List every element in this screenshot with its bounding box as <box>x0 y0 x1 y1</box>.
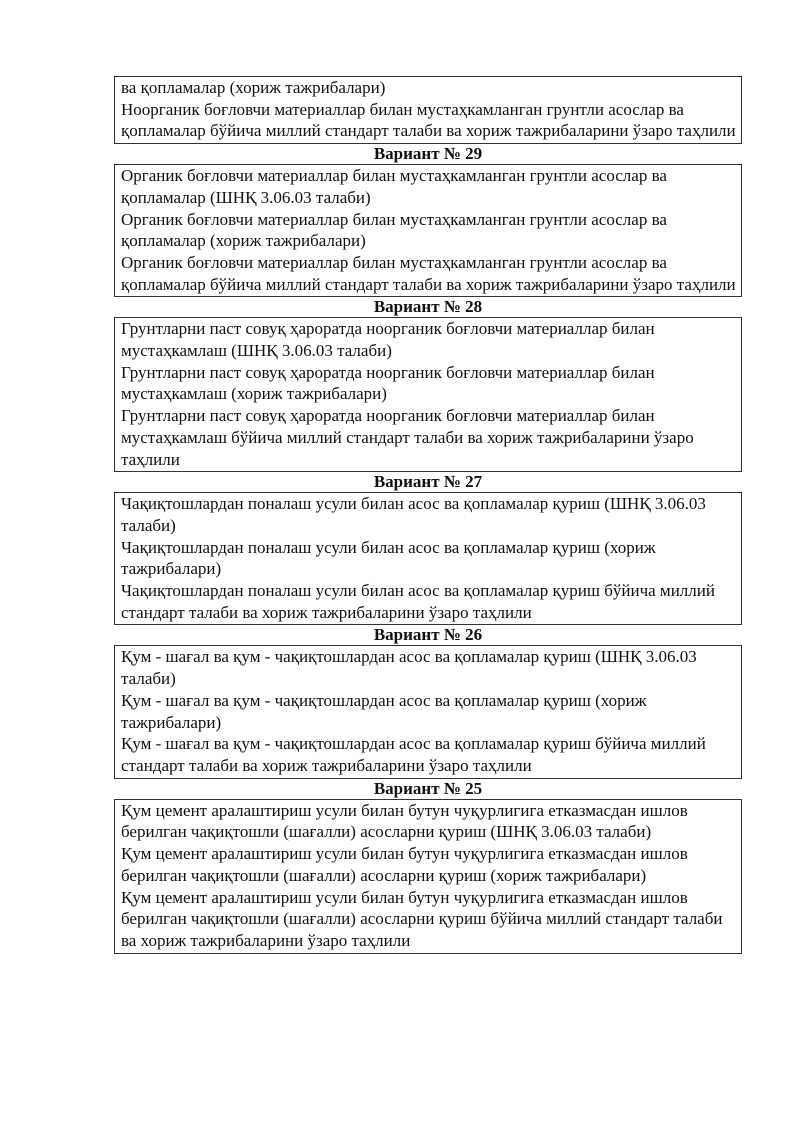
topic-item: Қум - шағал ва қум - чақиқтошлардан асос ва қопламалар қуриш (хориж тажрибалари) <box>121 690 647 732</box>
variant-topics-box <box>114 645 742 778</box>
topic-item: Қум цемент аралаштириш усули билан бутун чуқурлигига етказмасдан ишлов берилган чақиқтошли (шағалли) асосларни қуриш бўйича миллий стандарт талаби ва хориж тажрибаларини ўзаро таҳлили <box>121 887 723 950</box>
variant-topics-box <box>114 164 742 297</box>
document-page <box>114 76 742 954</box>
topic-line: ва қопламалар (хориж тажрибалари) <box>121 78 386 97</box>
topic-item: Чақиқтошлардан поналаш усули билан асос ва қопламалар қуриш (ШНҚ 3.06.03 талаби) <box>121 494 706 535</box>
variant-heading: Вариант № 29 <box>373 144 483 164</box>
topic-item: Чақиқтошлардан поналаш усули билан асос ва қопламалар қуриш (хориж тажрибалари) <box>121 537 656 579</box>
topic-line: Ноорганик боғловчи материаллар билан мустаҳкамланган грунтли асослар ва қопламалар бўйича миллий стандарт талаби ва хориж тажрибаларини ўзаро таҳлили <box>121 99 736 141</box>
topic-item: Қум - шағал ва қум - чақиқтошлардан асос ва қопламалар қуриш (ШНҚ 3.06.03 талаби) <box>121 647 697 689</box>
variant-topics-box <box>114 799 742 954</box>
variant-heading: Вариант № 26 <box>373 625 483 645</box>
variant-heading: Вариант № 28 <box>373 297 483 317</box>
variant-topics-box <box>114 492 742 625</box>
topic-item: Қум цемент аралаштириш усули билан бутун чуқурлигига етказмасдан ишлов берилган чақиқтошли (шағалли) асосларни қуриш (ШНҚ 3.06.03 талаби) <box>121 800 688 842</box>
topic-box-continued <box>114 76 742 144</box>
variant-topics-box <box>114 317 742 472</box>
variant-heading: Вариант № 25 <box>373 778 483 798</box>
topic-item: Органик боғловчи материаллар билан мустаҳкамланган грунтли асослар ва қопламалар (ШНҚ 3.06.03 талаби) <box>121 166 667 207</box>
variant-heading: Вариант № 27 <box>373 472 483 492</box>
topic-item: Қум цемент аралаштириш усули билан бутун чуқурлигига етказмасдан ишлов берилган чақиқтошли (шағалли) асосларни қуриш (хориж тажрибалари) <box>121 844 688 885</box>
topic-item: Органик боғловчи материаллар билан мустаҳкамланган грунтли асослар ва қопламалар (хориж тажрибалари) <box>121 209 667 251</box>
topic-item: Органик боғловчи материаллар билан мустаҳкамланган грунтли асослар ва қопламалар бўйича миллий стандарт талаби ва хориж тажрибаларини ўзаро таҳлили <box>121 252 736 294</box>
topic-item: Қум - шағал ва қум - чақиқтошлардан асос ва қопламалар қуриш бўйича миллий стандарт талаби ва хориж тажрибаларини ўзаро таҳлили <box>121 734 706 775</box>
topic-item: Чақиқтошлардан поналаш усули билан асос ва қопламалар қуриш бўйича миллий стандарт талаби ва хориж тажрибаларини ўзаро таҳлили <box>121 581 715 622</box>
topic-item: Грунтларни паст совуқ ҳароратда ноорганик боғловчи материаллар билан мустаҳкамлаш (ШНҚ 3.06.03 талаби) <box>121 319 655 361</box>
topic-item: Грунтларни паст совуқ ҳароратда ноорганик боғловчи материаллар билан мустаҳкамлаш бўйича миллий стандарт талаби ва хориж тажрибаларини ўзаро таҳлили <box>121 406 694 469</box>
topic-item: Грунтларни паст совуқ ҳароратда ноорганик боғловчи материаллар билан мустаҳкамлаш (хориж тажрибалари) <box>121 362 655 404</box>
